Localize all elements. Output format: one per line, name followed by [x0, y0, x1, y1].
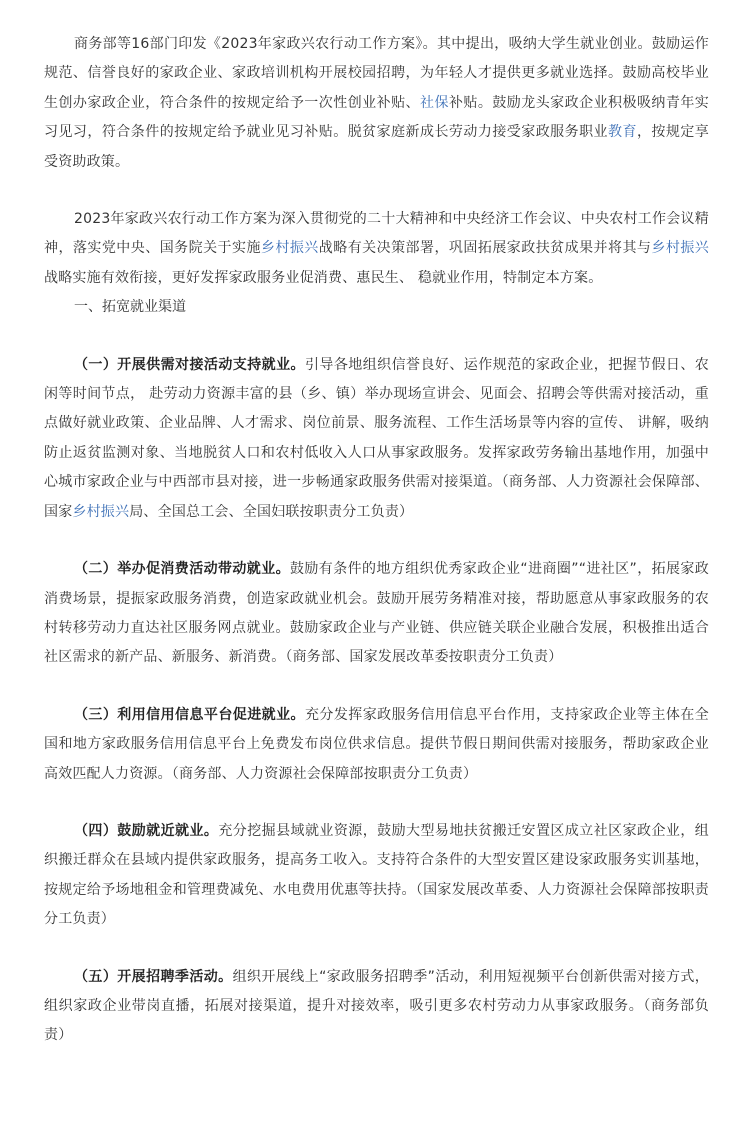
keyword-link-education[interactable]: 教育 — [608, 124, 637, 141]
intro-text-2: 补贴。鼓励龙头家政企业积极吸纳青年实习见习，符合条件的按规定给予就业见习补贴。脱贫家庭新成长劳动力接受家政服务职业 — [44, 94, 710, 141]
item-1-heading: （一）开展供需对接活动支持就业。 — [74, 356, 305, 373]
item-2-heading: （二）举办促消费活动带动就业。 — [74, 561, 290, 578]
item-1-text-1: 引导各地组织信誉良好、运作规范的家政企业，把握节假日、农闲等时间节点， 赴劳动力资源丰富的县（乡、镇）举办现场宣讲会、见面会、招聘会等供需对接活动，重点做好就业政策、企业品牌、人才需求、岗位前景、服务流程、工作生活场景等内容的宣传、 讲解，吸纳防止返贫监测对象、当地脱贫人口和农村低收入人口从事家政服务。发挥家政劳务输出基地作用，加强中心城市家政企业与中西部市县对接，进一步畅通家政服务供需对接渠道。（商务部、人力资源社会保障部、国家 — [44, 356, 709, 520]
item-3-heading: （三）利用信用信息平台促进就业。 — [74, 706, 305, 723]
keyword-link-rural-revitalization-2[interactable]: 乡村振兴 — [651, 240, 709, 257]
item-5-heading: （五）开展招聘季活动。 — [74, 968, 233, 985]
intro-paragraph — [44, 30, 709, 177]
keyword-link-social-security[interactable]: 社保 — [420, 94, 449, 111]
plan-summary-text-1: 2023年家政兴农行动工作方案为深入贯彻党的二十大精神和中央经济工作会议、中央农村工作会议精神，落实党中央、国务院关于实施 — [44, 211, 709, 257]
keyword-link-rural-revitalization-bureau[interactable]: 乡村振兴 — [72, 503, 130, 520]
item-4-paragraph — [44, 817, 709, 935]
plan-summary-text-3: 战略实施有效衔接，更好发挥家政服务业促消费、惠民生、 稳就业作用，特制定本方案。 — [44, 269, 603, 286]
item-5-text: 组织开展线上“家政服务招聘季”活动，利用短视频平台创新供需对接方式，组织家政企业带岗直播，拓展对接渠道，提升对接效率，吸引更多农村劳动力从事家政服务。（商务部负责） — [44, 968, 709, 1044]
section-heading: 一、拓宽就业渠道 — [74, 299, 186, 316]
intro-text-3: ，按规定享受资助政策。 — [44, 124, 710, 170]
keyword-link-rural-revitalization[interactable]: 乡村振兴 — [260, 240, 319, 257]
plan-summary-text-2: 战略有关决策部署，巩固拓展家政扶贫成果并将其与 — [318, 240, 652, 257]
intro-text-1: 商务部等16部门印发《2023年家政兴农行动工作方案》。其中提出，吸纳大学生就业创业。鼓励运作规范、信誉良好的家政企业、家政培训机构开展校园招聘，为年轻人才提供更多就业选择。鼓励高校毕业生创办家政企业，符合条件的按规定给予一次性创业补贴、 — [44, 36, 709, 111]
item-3-paragraph — [44, 701, 709, 789]
item-4-text: 充分挖掘县域就业资源，鼓励大型易地扶贫搬迁安置区成立社区家政企业，组织搬迁群众在县域内提供家政服务，提高务工收入。支持符合条件的大型安置区建设家政服务实训基地，按规定给予场地租金和管理费减免、水电费用优惠等扶持。（国家发展改革委、人力资源社会保障部按职责分工负责） — [44, 822, 709, 928]
item-2-paragraph — [44, 555, 709, 673]
item-5-paragraph — [44, 963, 709, 1051]
item-1-paragraph — [44, 351, 709, 527]
item-2-text: 鼓励有条件的地方组织优秀家政企业“进商圈”“进社区”，拓展家政消费场景，提振家政服务消费，创造家政就业机会。鼓励开展劳务精准对接，帮助愿意从事家政服务的农村转移劳动力直达社区服务网点就业。鼓励家政企业与产业链、供应链关联企业融合发展，积极推出适合社区需求的新产品、新服务、新消费。（商务部、国家发展改革委按职责分工负责） — [44, 561, 709, 666]
item-4-heading: （四）鼓励就近就业。 — [74, 822, 219, 839]
item-3-text: 充分发挥家政服务信用信息平台作用，支持家政企业等主体在全国和地方家政服务信用信息平台上免费发布岗位供求信息。提供节假日期间供需对接服务，帮助家政企业高效匹配人力资源。（商务部、人力资源社会保障部按职责分工负责） — [44, 706, 709, 782]
plan-summary-paragraph — [44, 205, 709, 293]
item-1-text-2: 局、全国总工会、全国妇联按职责分工负责） — [129, 503, 414, 520]
